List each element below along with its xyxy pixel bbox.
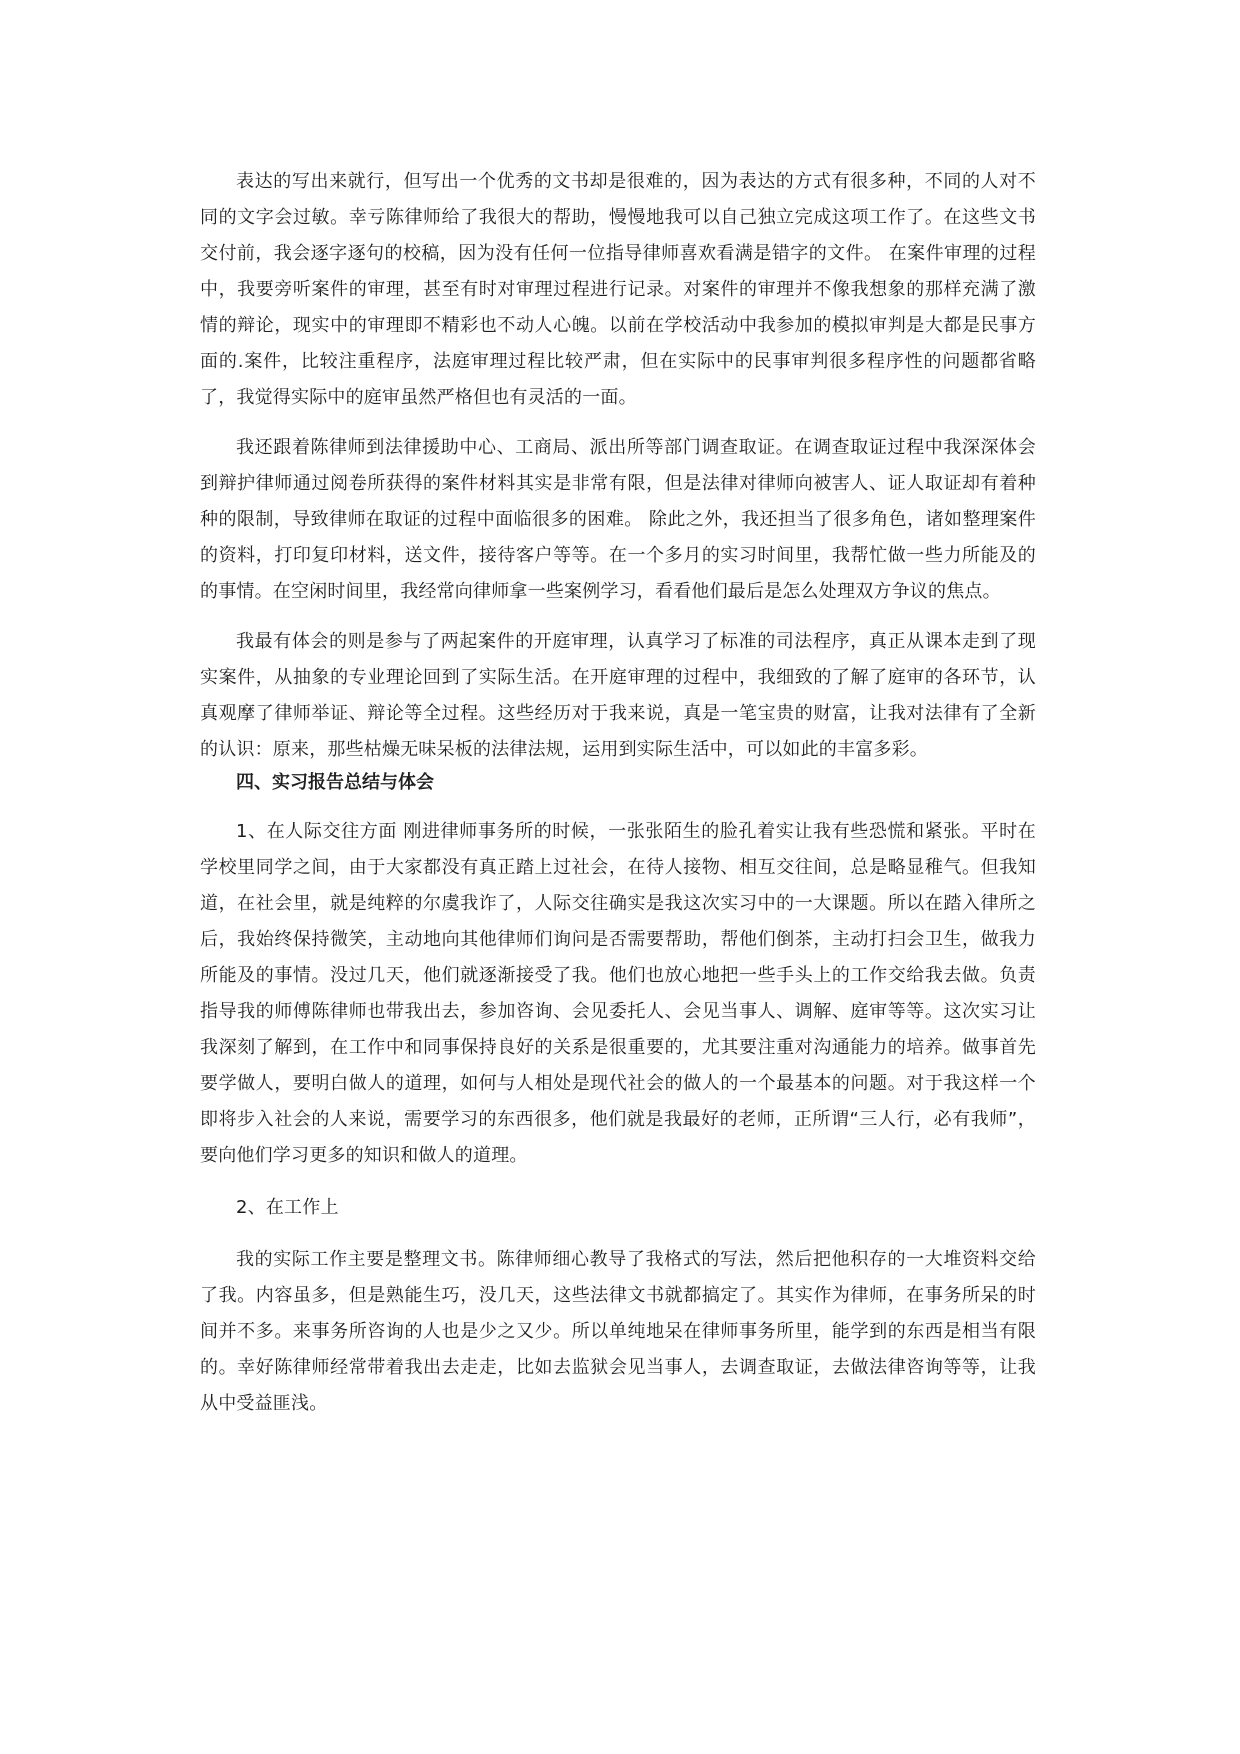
paragraph-drafting-and-trials: 表达的写出来就行，但写出一个优秀的文书却是很难的，因为表达的方式有很多种，不同的人对不同的文字会过敏。幸亏陈律师给了我很大的帮助，慢慢地我可以自己独立完成这项工作了。在这些文书交付前，我会逐字逐句的校稿，因为没有任何一位指导律师喜欢看满是错字的文件。 在案件审理的过程中，我要旁听案件的审理，甚至有时对审理过程进行记录。对案件的审理并不像我想象的那样充满了激情的辩论，现实中的审理即不精彩也不动人心魄。以前在学校活动中我参加的模拟审判是大都是民事方面的.案件，比较注重程序，法庭审理过程比较严肃，但在实际中的民事审判很多程序性的问题都省略了，我觉得实际中的庭审虽然严格但也有灵活的一面。 bbox=[200, 171, 1036, 408]
subheading-work: 2、在工作上 bbox=[236, 1197, 339, 1218]
paragraph-court-hearings: 我最有体会的则是参与了两起案件的开庭审理，认真学习了标准的司法程序，真正从课本走到了现实案件，从抽象的专业理论回到了实际生活。在开庭审理的过程中，我细致的了解了庭审的各环节，认真观摩了律师举证、辩论等全过程。这些经历对于我来说，真是一笔宝贵的财富，让我对法律有了全新的认识：原来，那些枯燥无味呆板的法律法规，运用到实际生活中，可以如此的丰富多彩。 bbox=[200, 631, 1036, 760]
paragraph-investigation: 我还跟着陈律师到法律援助中心、工商局、派出所等部门调查取证。在调查取证过程中我深深体会到辩护律师通过阅卷所获得的案件材料其实是非常有限，但是法律对律师向被害人、证人取证却有着种种的限制，导致律师在取证的过程中面临很多的困难。 除此之外，我还担当了很多角色，诸如整理案件的资料，打印复印材料，送文件，接待客户等等。在一个多月的实习时间里，我帮忙做一些力所能及的的事情。在空闲时间里，我经常向律师拿一些案例学习，看看他们最后是怎么处理双方争议的焦点。 bbox=[200, 437, 1036, 602]
paragraph-work: 我的实际工作主要是整理文书。陈律师细心教导了我格式的写法，然后把他积存的一大堆资料交给了我。内容虽多，但是熟能生巧，没几天，这些法律文书就都搞定了。其实作为律师，在事务所呆的时间并不多。来事务所咨询的人也是少之又少。所以单纯地呆在律师事务所里，能学到的东西是相当有限的。幸好陈律师经常带着我出去走走，比如去监狱会见当事人，去调查取证，去做法律咨询等等，让我从中受益匪浅。 bbox=[200, 1249, 1036, 1414]
paragraph-interpersonal: 1、在人际交往方面 刚进律师事务所的时候，一张张陌生的脸孔着实让我有些恐慌和紧张。平时在学校里同学之间，由于大家都没有真正踏上过社会，在待人接物、相互交往间，总是略显稚气。但我知道，在社会里，就是纯粹的尔虞我诈了，人际交往确实是我这次实习中的一大课题。所以在踏入律所之后，我始终保持微笑，主动地向其他律师们询问是否需要帮助，帮他们倒茶，主动打扫会卫生，做我力所能及的事情。没过几天，他们就逐渐接受了我。他们也放心地把一些手头上的工作交给我去做。负责指导我的师傅陈律师也带我出去，参加咨询、会见委托人、会见当事人、调解、庭审等等。这次实习让我深刻了解到，在工作中和同事保持良好的关系是很重要的，尤其要注重对沟通能力的培养。做事首先要学做人，要明白做人的道理，如何与人相处是现代社会的做人的一个最基本的问题。对于我这样一个即将步入社会的人来说，需要学习的东西很多，他们就是我最好的老师，正所谓“三人行，必有我师”，要向他们学习更多的知识和做人的道理。 bbox=[200, 821, 1036, 1166]
document-body bbox=[200, 164, 1036, 1422]
section-heading-summary: 四、实习报告总结与体会 bbox=[236, 772, 434, 793]
